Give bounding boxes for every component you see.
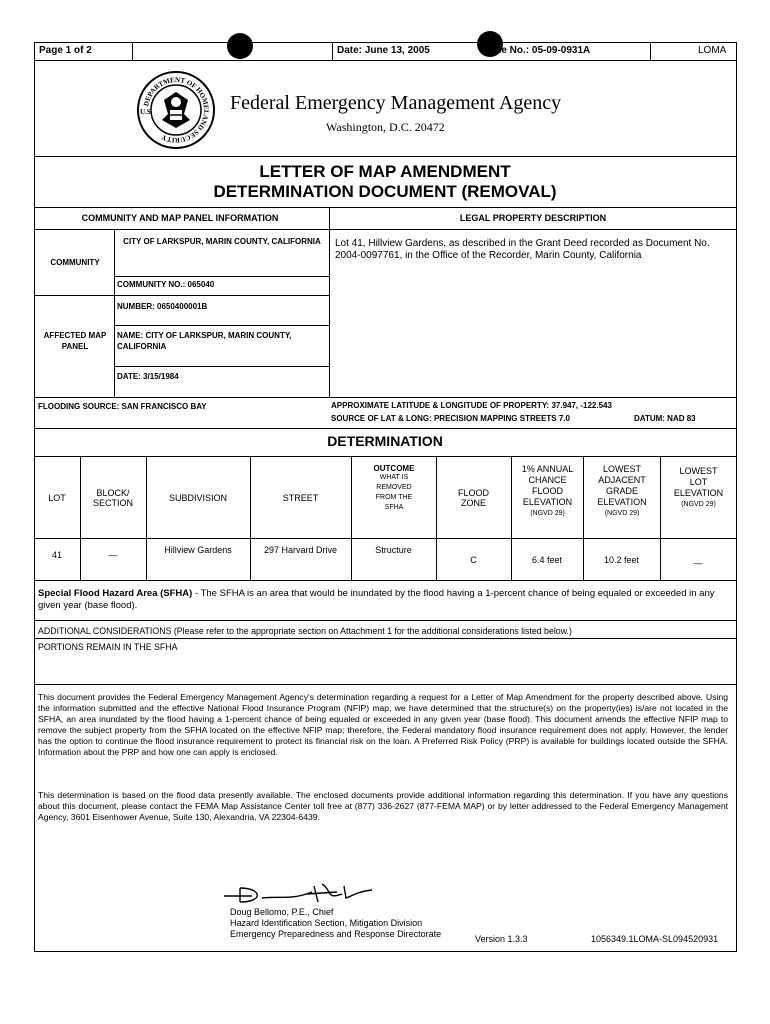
col-subdivision: SUBDIVISION	[168, 493, 227, 503]
body-paragraph-1: This document provides the Federal Emergency Management Agency's determination regarding a request for a Letter of Map Amendment for the property described above. Using the information submitted and the effective National Flood Insurance Program (NFIP) map, we have determined that the structure(s) on the property(ies) is/are not located in the SFHA, an area inundated by the flood having a 1-percent chance of being equaled or exceeded in any given year (base flood). This document amends the effective NFIP map to remove the subject property from the SFHA located on the effective NFIP map; therefore, the Federal mandatory flood insurance requirement does not apply. However, the lender has the option to continue the flood insurance requirement to protect its financial risk on the loan. A Preferred Risk Policy (PRP) is available for buildings located outside the SFHA. Information about the PRP and how one can apply is enclosed.	[38, 692, 728, 757]
col-lag	[584, 464, 660, 517]
document-title	[34, 162, 736, 202]
row-street: 297 Harvard Drive	[263, 545, 338, 555]
document-id: 1056349.1LOMA-SL094520931	[591, 934, 719, 944]
community-heading: COMMUNITY AND MAP PANEL INFORMATION	[81, 213, 279, 223]
signer-name: Doug Bellomo, P.E., Chief	[230, 907, 334, 917]
body-paragraph-2: This determination is based on the flood data presently available. The enclosed documents provide additional information regarding this determination. If you have any questions about this document, please contact the FEMA Map Assistance Center toll free at (877) 336-2627 (877-FEMA MAP) or by letter addressed to the Federal Emergency Management Agency, 3601 Eisenhower Avenue, Suite 130, Alexandria, VA 22304-6439.	[38, 790, 728, 822]
row-bfe: 6.4 feet	[531, 555, 563, 565]
agency-name: Federal Emergency Management Agency	[230, 92, 562, 114]
row-block: —	[108, 550, 118, 560]
col-outcome-heading: OUTCOME	[373, 464, 415, 473]
row-lowest-lot: —	[693, 558, 703, 568]
col-lag-unit: (NGVD 29)	[604, 510, 640, 517]
col-llot-unit: (NGVD 29)	[681, 501, 716, 508]
col-bfe	[512, 464, 583, 517]
col-flood-zone: FLOOD ZONE	[457, 488, 489, 508]
col-lot: LOT	[48, 493, 66, 503]
agency-address: Washington, D.C. 20472	[326, 120, 445, 134]
frame-right	[736, 42, 737, 952]
panel-name: NAME: CITY OF LARKSPUR, MARIN COUNTY, CALIFORNIA	[117, 331, 292, 351]
legal-heading: LEGAL PROPERTY DESCRIPTION	[459, 213, 607, 223]
portions-remain: PORTIONS REMAIN IN THE SFHA	[38, 642, 178, 652]
community-number: COMMUNITY NO.: 065040	[117, 280, 215, 289]
col-lag-label: LOWEST ADJACENT GRADE ELEVATION	[597, 464, 647, 507]
frame-bottom	[34, 951, 736, 952]
panel-date: DATE: 3/15/1984	[117, 372, 179, 381]
sfha-term: Special Flood Hazard Area (SFHA)	[38, 588, 193, 599]
affected-map-panel-label: AFFECTED MAP PANEL	[43, 331, 107, 351]
seal-text: DEPARTMENT OF HOMELAND SECURITY	[142, 75, 211, 145]
determination-heading: DETERMINATION	[327, 433, 443, 449]
lat-long: APPROXIMATE LATITUDE & LONGITUDE OF PROPERTY: 37.947, -122.543	[331, 401, 612, 410]
col-llot-label: LOWEST LOT ELEVATION	[673, 466, 724, 498]
case-number: Case No.: 05-09-0931A	[483, 45, 591, 56]
row-outcome: Structure	[375, 545, 412, 555]
punch-hole-left	[227, 33, 253, 59]
doc-type: LOMA	[698, 45, 727, 56]
header-divider	[34, 60, 736, 61]
flooding-source: FLOODING SOURCE: SAN FRANCISCO BAY	[38, 402, 207, 411]
community-name: CITY OF LARKSPUR, MARIN COUNTY, CALIFORNIA	[123, 237, 321, 246]
title-line-2: DETERMINATION DOCUMENT (REMOVAL)	[213, 182, 557, 201]
signature-image	[222, 876, 392, 908]
title-line-1: LETTER OF MAP AMENDMENT	[259, 162, 511, 181]
col-bfe-label: 1% ANNUAL CHANCE FLOOD ELEVATION	[521, 464, 574, 507]
sfha-definition-text: - The SFHA is an area that would be inundated by the flood having a 1-percent chance of being equaled or exceeded in any given year (base flood).	[38, 588, 715, 611]
row-subdivision: Hillview Gardens	[164, 545, 232, 555]
panel-number: NUMBER: 0650400001B	[117, 302, 208, 311]
datum: DATUM: NAD 83	[634, 414, 696, 423]
col-bfe-unit: (NGVD 29)	[530, 510, 565, 517]
col-lowest-lot	[661, 466, 736, 508]
lat-long-source: SOURCE OF LAT & LONG: PRECISION MAPPING STREETS 7.0	[331, 414, 570, 423]
sfha-definition	[38, 588, 732, 612]
page-number: Page 1 of 2	[39, 45, 92, 56]
row-flood-zone: C	[470, 555, 477, 565]
col-block: BLOCK/ SECTION	[92, 488, 133, 508]
row-lot: 41	[51, 550, 62, 560]
col-outcome	[352, 464, 436, 513]
col-street: STREET	[282, 493, 319, 503]
legal-description: Lot 41, Hillview Gardens, as described in the Grant Deed recorded as Document No. 2004-0097761, in the Office of the Recorder, Marin County, California	[335, 238, 710, 261]
signature-block	[230, 907, 441, 940]
row-lag: 10.2 feet	[603, 555, 640, 565]
signer-division: Hazard Identification Section, Mitigation Division	[230, 918, 423, 928]
seal-prefix: U.S.	[140, 108, 153, 116]
signer-directorate: Emergency Preparedness and Response Directorate	[230, 929, 442, 939]
version: Version 1.3.3	[475, 934, 528, 944]
dhs-seal-logo	[136, 70, 216, 150]
col-outcome-subtext: WHAT IS REMOVED FROM THE SFHA	[375, 474, 413, 511]
community-label: COMMUNITY	[50, 257, 100, 267]
header-date: Date: June 13, 2005	[337, 45, 430, 56]
additional-considerations: ADDITIONAL CONSIDERATIONS (Please refer to the appropriate section on Attachment 1 for the additional considerations listed below.)	[38, 626, 572, 636]
frame-top	[34, 42, 736, 43]
